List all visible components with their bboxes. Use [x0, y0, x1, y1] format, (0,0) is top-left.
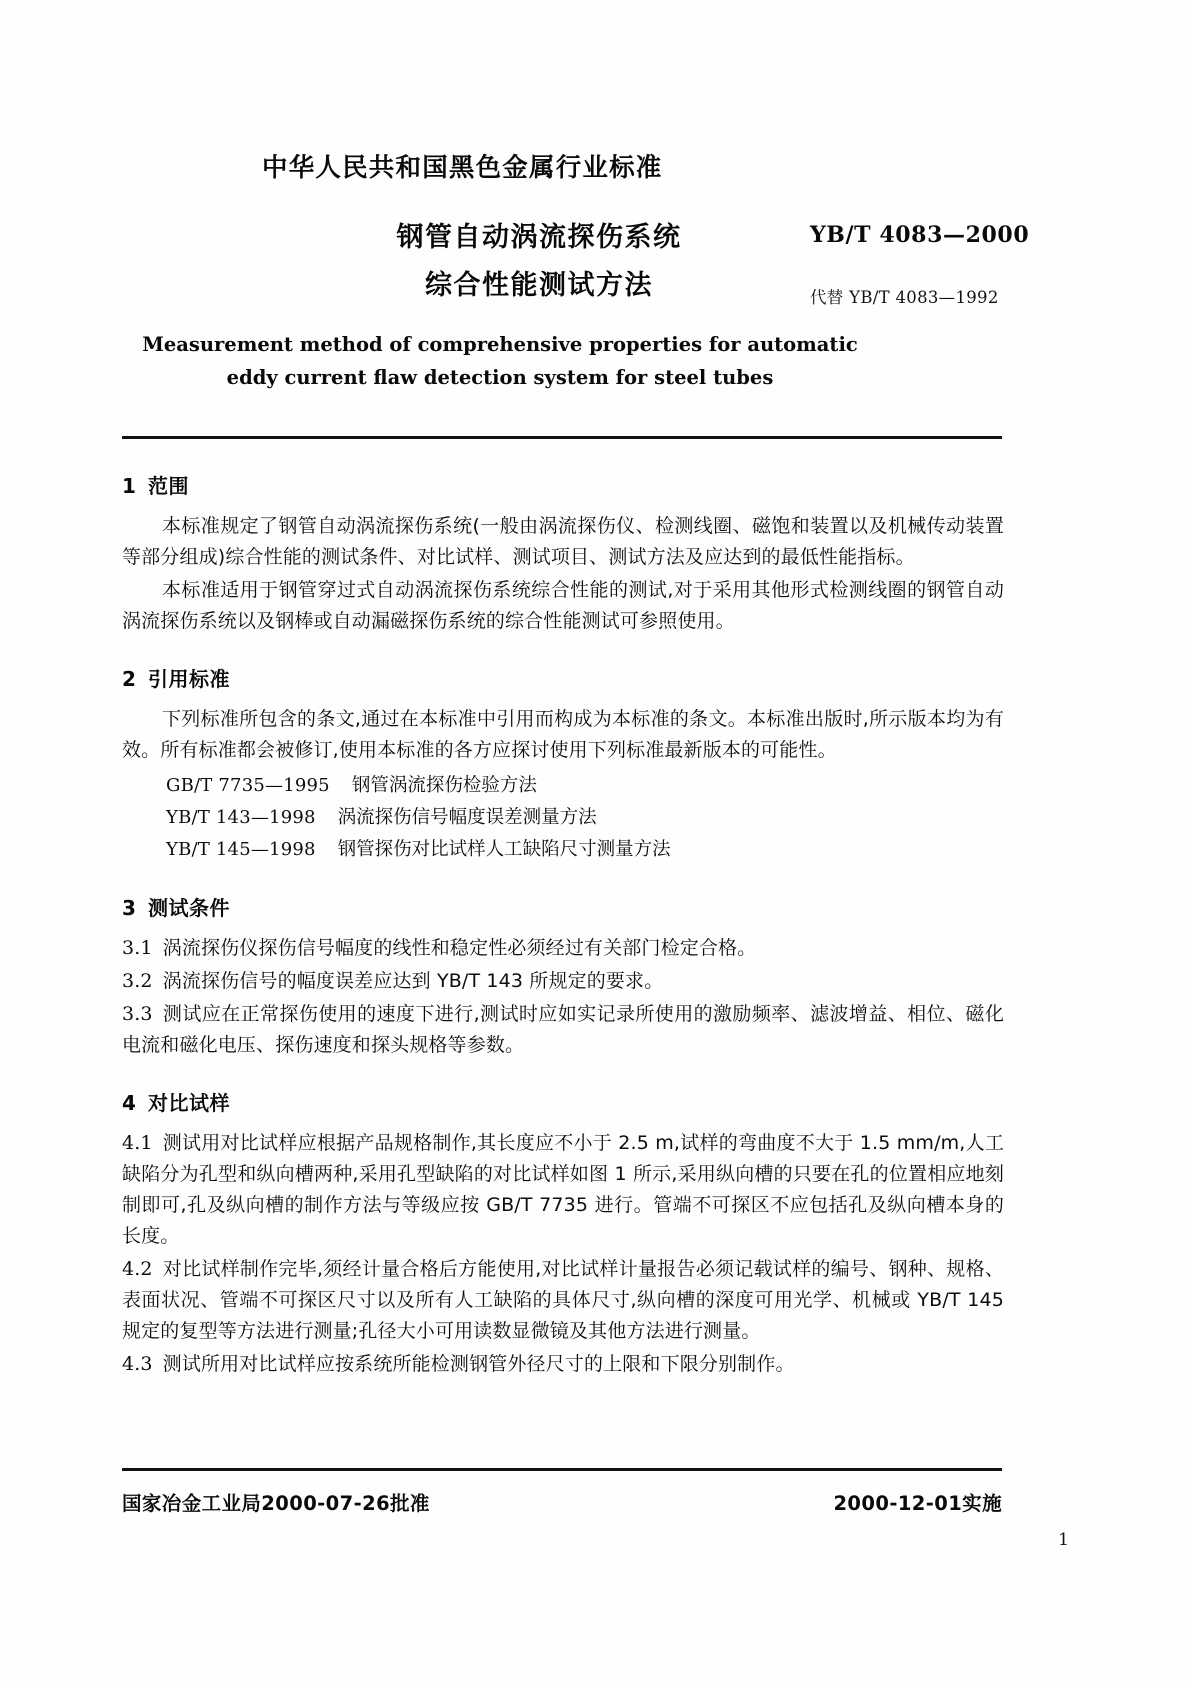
english-title [120, 328, 880, 394]
reference-title: 钢管涡流探伤检验方法 [351, 775, 537, 796]
approval-note: 国家冶金工业局2000-07-26批准 [122, 1492, 430, 1515]
section-heading-1 [122, 470, 1004, 499]
clause-4-1 [122, 1128, 1004, 1252]
clause-3-3 [122, 999, 1004, 1061]
reference-id: GB/T 7735—1995 [166, 775, 330, 796]
english-title-line-2: eddy current flaw detection system for steel tubes [226, 366, 774, 389]
english-title-line-1: Measurement method of comprehensive properties for automatic [142, 333, 858, 356]
clause-text: 涡流探伤仪探伤信号幅度的线性和稳定性必须经过有关部门检定合格。 [162, 937, 757, 959]
page-number: 1 [1058, 1530, 1069, 1550]
section-title-3: 测试条件 [148, 896, 230, 920]
header-rule [122, 436, 1002, 439]
section-title-4: 对比试样 [148, 1091, 230, 1115]
list-item [122, 802, 1004, 834]
replaces-note: 代替 YB/T 4083—1992 [810, 288, 999, 307]
chinese-title-line-1: 钢管自动涡流探伤系统 [396, 222, 682, 253]
reference-id: YB/T 145—1998 [166, 839, 316, 860]
section-number-1: 1 [122, 474, 137, 498]
list-item [122, 770, 1004, 802]
document-body [122, 470, 1004, 1382]
clause-text: 测试用对比试样应根据产品规格制作,其长度应不小于 2.5 m,试样的弯曲度不大于 1.5 mm/m,人工缺陷分为孔型和纵向槽两种,采用孔型缺陷的对比试样如图 1 所示,采用纵向槽的只要在孔的位置相应地刻制即可,孔及纵向槽的制作方法与等级应按 GB/T 7735 进行。管端不可探区不应包括孔及纵向槽本身的长度。 [122, 1132, 1004, 1247]
clause-number: 3.2 [122, 970, 153, 992]
clause-number: 4.2 [122, 1258, 153, 1280]
section-number-2: 2 [122, 667, 137, 691]
section-heading-4 [122, 1087, 1004, 1116]
page-footer [122, 1488, 1002, 1516]
clause-number: 4.3 [122, 1353, 153, 1375]
clause-text: 对比试样制作完毕,须经计量合格后方能使用,对比试样计量报告必须记载试样的编号、钢种、规格、表面状况、管端不可探区尺寸以及所有人工缺陷的具体尺寸,纵向槽的深度可用光学、机械或 YB/T 145规定的复型等方法进行测量;孔径大小可用读数显微镜及其他方法进行测量。 [122, 1258, 1004, 1342]
clause-4-3 [122, 1349, 1004, 1380]
clause-4-2 [122, 1254, 1004, 1347]
standard-code-block [810, 222, 1110, 308]
section-number-3: 3 [122, 896, 137, 920]
clause-number: 3.1 [122, 937, 153, 959]
masthead [120, 148, 1000, 184]
section-1-paragraph-2: 本标准适用于钢管穿过式自动涡流探伤系统综合性能的测试,对于采用其他形式检测线圈的钢管自动涡流探伤系统以及钢棒或自动漏磁探伤系统的综合性能测试可参照使用。 [122, 579, 1004, 632]
chinese-title [304, 214, 774, 310]
issuing-organization: 中华人民共和国黑色金属行业标准 [262, 153, 663, 183]
standard-number: YB/T 4083—2000 [810, 222, 1030, 248]
section-title-2: 引用标准 [148, 667, 230, 691]
reference-title: 钢管探伤对比试样人工缺陷尺寸测量方法 [337, 839, 671, 860]
section-number-4: 4 [122, 1091, 137, 1115]
chinese-title-line-2: 综合性能测试方法 [425, 270, 653, 301]
clause-text: 测试所用对比试样应按系统所能检测钢管外径尺寸的上限和下限分别制作。 [162, 1353, 795, 1375]
clause-text: 测试应在正常探伤使用的速度下进行,测试时应如实记录所使用的激励频率、滤波增益、相位、磁化电流和磁化电压、探伤速度和探头规格等参数。 [122, 1003, 1004, 1056]
clause-text: 涡流探伤信号的幅度误差应达到 YB/T 143 所规定的要求。 [162, 970, 664, 992]
section-title-1: 范围 [148, 474, 189, 498]
implementation-note: 2000-12-01实施 [833, 1492, 1002, 1515]
clause-number: 3.3 [122, 1003, 153, 1025]
section-heading-3 [122, 892, 1004, 921]
title-block [120, 214, 1030, 324]
section-2-paragraph-1: 下列标准所包含的条文,通过在本标准中引用而构成为本标准的条文。本标准出版时,所示版本均为有效。所有标准都会被修订,使用本标准的各方应探讨使用下列标准最新版本的可能性。 [122, 708, 1004, 761]
referenced-standards-list [122, 770, 1004, 866]
section-heading-2 [122, 663, 1004, 692]
list-item [122, 834, 1004, 866]
clause-3-2 [122, 966, 1004, 997]
reference-title: 涡流探伤信号幅度误差测量方法 [337, 807, 597, 828]
section-1-paragraph-1: 本标准规定了钢管自动涡流探伤系统(一般由涡流探伤仪、检测线圈、磁饱和装置以及机械传动装置等部分组成)综合性能的测试条件、对比试样、测试项目、测试方法及应达到的最低性能指标。 [122, 515, 1004, 568]
reference-id: YB/T 143—1998 [166, 807, 316, 828]
footer-rule [122, 1468, 1002, 1471]
clause-number: 4.1 [122, 1132, 153, 1154]
clause-3-1 [122, 933, 1004, 964]
